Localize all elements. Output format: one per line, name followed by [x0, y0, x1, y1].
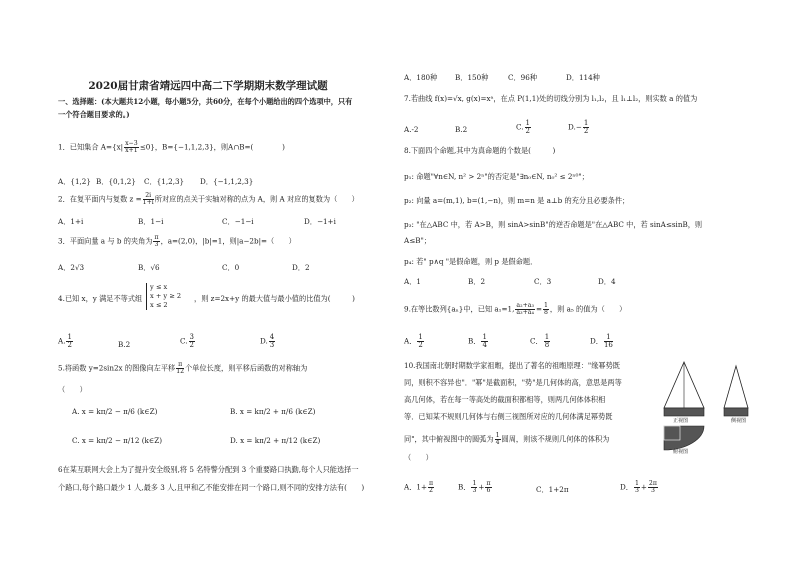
- q3-option-d: D．2: [292, 263, 310, 272]
- q6-line1: 6在某互联网大会上为了提升安全级别,将 5 名特警分配到 3 个重要路口执勤,每个人只能选择一: [58, 465, 359, 474]
- q10-line4: 等．已知某不规则几何体与右侧三视图所对应的几何体满足幂势既: [404, 412, 613, 421]
- q1-option-b: B．{0,1,2}: [96, 177, 136, 186]
- q10-option-c: C．1+2π: [536, 485, 569, 494]
- q7-option-c: C. $\frac{1}{2}$: [516, 119, 530, 135]
- three-view-figure: [660, 360, 770, 455]
- q10-option-d: D． $\frac{1}{3}$ + $\frac{2\pi}{3}$: [620, 480, 657, 495]
- q8-p2: p₂: 向量 a=(m,1), b=(1,−n)，则 m=n 是 a⊥b 的充分且必要条件；: [404, 196, 630, 205]
- q1-stem: 1．已知集合 A={x| $\frac{x-3}{x+1}$ ≤0}，B={−1,1,2,3}，则A∩B=( ): [58, 140, 285, 155]
- q4-option-d: D. $\frac{4}{3}$: [260, 333, 275, 349]
- q10-line5: 同"，其中俯视图中的圆弧为 $\frac{1}{4}$ 圆周，则该不规则几何体的体积为: [404, 432, 610, 447]
- q10-line2: 同，则积不容异也"．"幂"是截面积，"势"是几何体的高，意思是两等: [404, 378, 622, 387]
- q5-option-b: B. x = kπ/2 + π/6 (k∈Z): [230, 407, 316, 416]
- q8-option-a: A．1: [404, 277, 421, 286]
- q8-p3-line2: A≤B"；: [404, 236, 431, 245]
- q4-inequality-system: [146, 283, 181, 310]
- q4-ineq-3: x ≤ 2: [150, 300, 168, 309]
- side-view-label: 侧视图: [731, 418, 747, 424]
- q9-option-b: B． $\frac{1}{4}$: [468, 333, 487, 349]
- q9-option-a: A． $\frac{1}{2}$: [404, 333, 423, 349]
- q1-option-d: D．{−1,1,2,3}: [200, 177, 254, 186]
- q1-option-a: A．{1,2}: [58, 177, 91, 186]
- q4-option-c: C. $\frac{3}{2}$: [180, 333, 194, 349]
- q5-option-a: A. x = kπ/2 − π/6 (k∈Z): [72, 407, 158, 416]
- q10-answer-paren: （ ）: [404, 453, 433, 462]
- q4-stem-a: 4.已知 x，y 满足不等式组: [58, 294, 143, 303]
- q1-option-c: C．{1,2,3}: [144, 177, 185, 186]
- q10-option-a: A．1+ $\frac{\pi}{2}$: [404, 480, 434, 495]
- section-header-line2: 一个符合题目要求的。): [58, 110, 130, 119]
- q9-option-c: C． $\frac{1}{8}$: [530, 333, 550, 349]
- q6-line2: 个路口,每个路口最少 1 人,最多 3 人,且甲和乙不能安排在同一个路口,则不同的安排方法有( ): [58, 483, 365, 492]
- q6-option-b: B．150种: [455, 73, 489, 82]
- q5-option-d: D. x = kπ/2 + π/12 (k∈Z): [230, 436, 321, 445]
- section-header-line1: 一、选择题：(本大题共12小题，每小题5分，共60分，在每个小题给出的四个选项中，只有: [58, 97, 353, 106]
- q8-option-b: B．2: [468, 277, 486, 286]
- q3-option-b: B．√6: [138, 263, 160, 272]
- q9-stem: 9.在等比数列{aₙ}中，已知 a₁=1, $\frac{\text{a₂+a₃}}{\text{a₃+a₄}}$ = $\frac{1}{8}$ ，则 a₅ 的值为（ ）: [404, 302, 627, 317]
- q7-option-d: D.− $\frac{1}{2}$: [568, 119, 589, 135]
- side-view-drawing: [724, 366, 748, 416]
- q5-option-c: C. x = kπ/2 − π/12 (k∈Z): [72, 436, 162, 445]
- q8-p4: p₄: 若" p∧q "是假命题，则 p 是假命题．: [404, 257, 538, 266]
- front-view-label: 正视图: [673, 418, 689, 424]
- q2-option-d: D．−1+i: [304, 217, 336, 226]
- q2-option-b: B．1−i: [138, 217, 164, 226]
- q6-option-c: C．96种: [508, 73, 538, 82]
- q10-line1: 10.我国南北朝时期数学家祖暅，提出了著名的祖暅原理："缘幂势既: [404, 361, 620, 370]
- q4-stem-b: ，则 z=2x+y 的最大值与最小值的比值为( ): [194, 294, 355, 303]
- front-view-drawing: [664, 362, 704, 416]
- q8-p1: p₁: 命题"∀n∈N, n² > 2ⁿ"的否定是"∃n₀∈N, n₀² ≤ 2ⁿ⁰"；: [404, 172, 589, 181]
- q7-option-b: B.2: [455, 125, 468, 134]
- top-view-label: 俯视图: [673, 449, 689, 455]
- q7-stem: 7.若曲线 f(x)=√x, g(x)=xᵃ，在点 P(1,1)处的切线分别为 l₁,l₂，且 l₁⊥l₂，则实数 a 的值为: [404, 94, 698, 103]
- q9-option-d: D． $\frac{1}{16}$: [590, 333, 613, 349]
- q8-p3-line1: p₃: "在△ABC 中，若 A>B，则 sinA>sinB"的逆否命题是"在△ABC 中，若 sinA≤sinB，则: [404, 220, 703, 229]
- q4-ineq-2: x + y ≥ 2: [150, 291, 182, 300]
- q2-option-c: C．−1−i: [222, 217, 254, 226]
- top-view-drawing: [664, 426, 704, 450]
- q2-stem: 2．在复平面内与复数 z = $\frac{2i}{1+i}$ 所对应的点关于实轴对称的点为 A，则 A 对应的复数为（ ）: [58, 192, 359, 207]
- q8-stem: 8.下面四个命题,其中为真命题的个数是( ): [404, 146, 556, 155]
- q6-option-a: A．180种: [404, 73, 438, 82]
- exam-title: 2020届甘肃省靖远四中高二下学期期末数学理试题: [88, 80, 328, 92]
- q7-option-a: A.-2: [404, 125, 419, 134]
- q4-option-b: B.2: [118, 340, 131, 349]
- q3-stem: 3．平面向量 a 与 b 的夹角为 $\frac{\pi}{3}$ ，a=(2,0)，|b|=1，则|a−2b|=（ ）: [58, 234, 296, 249]
- q3-option-c: C．0: [222, 263, 240, 272]
- q10-line3: 高几何体，若在每一等高处的截面积都相等，则两几何体体积相: [404, 395, 606, 404]
- q4-option-a: A. $\frac{1}{2}$: [58, 333, 72, 349]
- q10-option-b: B． $\frac{1}{3}$ + $\frac{\pi}{6}$: [458, 480, 491, 495]
- q5-stem: 5.将函数 y=2sin2x 的图像向左平移 $\frac{\pi}{12}$ 个单位长度，则平移后函数的对称轴为: [58, 361, 308, 376]
- q8-option-c: C．3: [534, 277, 552, 286]
- q4-ineq-1: y ≤ x: [150, 283, 168, 291]
- q3-option-a: A．2√3: [58, 263, 85, 272]
- q6-option-d: D．114种: [566, 73, 600, 82]
- q5-answer-paren: （ ）: [58, 385, 87, 394]
- q2-option-a: A．1+i: [58, 217, 84, 226]
- q8-option-d: D．4: [598, 277, 616, 286]
